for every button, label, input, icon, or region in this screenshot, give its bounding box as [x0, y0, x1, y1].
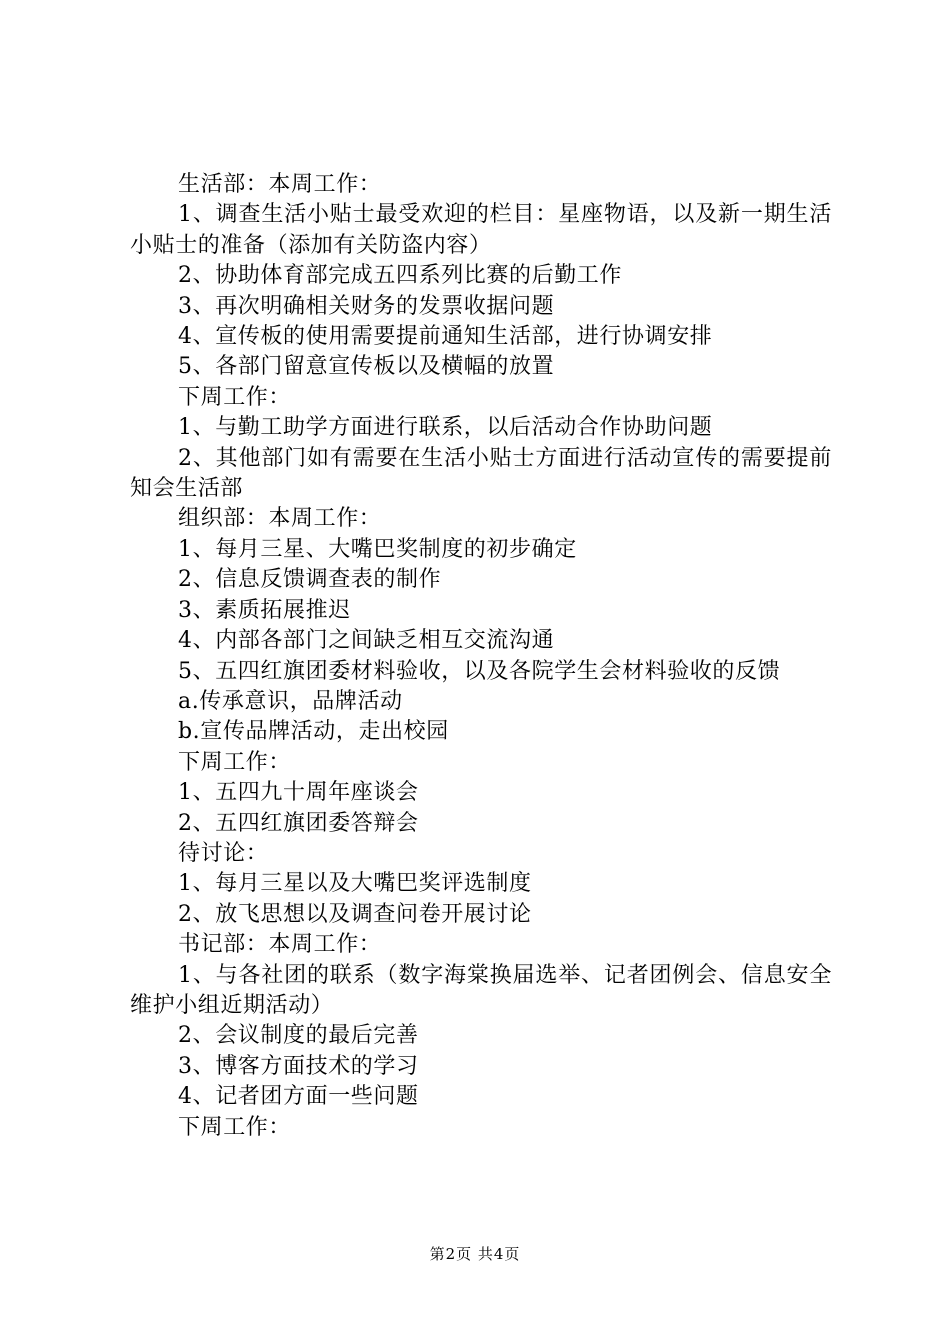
- paragraph: 2、其他部门如有需要在生活小贴士方面进行活动宣传的需要提前知会生活部: [130, 445, 832, 502]
- section-heading-organization-dept: 组织部：本周工作：: [178, 506, 382, 532]
- sub-item: a.传承意识，品牌活动: [178, 688, 403, 714]
- subheading-to-discuss: 待讨论：: [178, 840, 269, 866]
- section-heading-secretary-dept: 书记部：本周工作：: [178, 932, 382, 958]
- document-body: [130, 170, 832, 1143]
- paragraph: 1、每月三星、大嘴巴奖制度的初步确定: [178, 536, 577, 562]
- paragraph: 4、内部各部门之间缺乏相互交流沟通: [178, 628, 555, 654]
- section-heading-life-dept: 生活部：本周工作：: [178, 172, 382, 197]
- paragraph: 1、调查生活小贴士最受欢迎的栏目：星座物语，以及新一期生活小贴士的准备（添加有关防盗内容）: [130, 202, 832, 258]
- paragraph: 4、记者团方面一些问题: [178, 1084, 419, 1110]
- paragraph: 1、与各社团的联系（数字海棠换届选举、记者团例会、信息安全维护小组近期活动）: [130, 962, 832, 1018]
- paragraph: 1、五四九十周年座谈会: [178, 780, 419, 806]
- paragraph: 2、信息反馈调查表的制作: [178, 567, 442, 593]
- subheading-next-week: 下周工作：: [178, 749, 292, 775]
- paragraph: 2、协助体育部完成五四系列比赛的后勤工作: [178, 263, 622, 289]
- subheading-next-week: 下周工作：: [178, 384, 292, 410]
- subheading-next-week: 下周工作：: [178, 1114, 292, 1140]
- paragraph: 4、宣传板的使用需要提前通知生活部，进行协调安排: [178, 324, 713, 350]
- paragraph: 3、素质拓展推迟: [178, 597, 351, 623]
- paragraph: 3、博客方面技术的学习: [178, 1053, 419, 1079]
- paragraph: 2、会议制度的最后完善: [178, 1023, 419, 1049]
- paragraph: 5、五四红旗团委材料验收，以及各院学生会材料验收的反馈: [178, 658, 781, 684]
- page-number-footer: 第2页 共4页: [429, 1245, 521, 1263]
- sub-item: b.宣传品牌活动，走出校园: [178, 719, 449, 745]
- paragraph: 2、放飞思想以及调查问卷开展讨论: [178, 901, 532, 927]
- paragraph: 1、每月三星以及大嘴巴奖评选制度: [178, 871, 532, 897]
- paragraph: 2、五四红旗团委答辩会: [178, 810, 419, 836]
- paragraph: 3、再次明确相关财务的发票收据问题: [178, 293, 555, 319]
- paragraph: 5、各部门留意宣传板以及横幅的放置: [178, 354, 555, 380]
- paragraph: 1、与勤工助学方面进行联系，以后活动合作协助问题: [178, 415, 713, 441]
